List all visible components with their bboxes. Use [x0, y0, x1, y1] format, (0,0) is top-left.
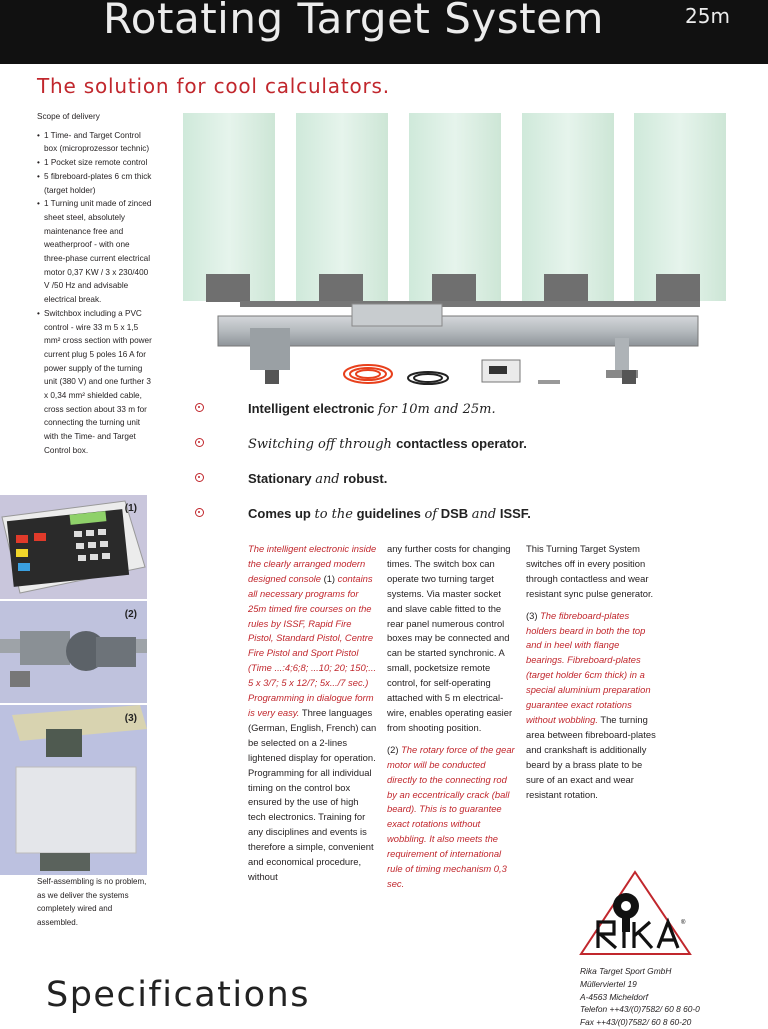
plate-holders	[206, 274, 700, 302]
scope-item: • 1 Turning unit made of zinced sheet steel, absolutely maintenance free and weatherproof - with one three-phase current electrical motor 0,37 KW / 3 x 230/400 V /50 Hz and advisable electrical break.	[37, 197, 152, 307]
scope-heading: Scope of delivery	[37, 112, 100, 121]
photo-label: (2)	[124, 609, 137, 620]
side-photos	[0, 495, 147, 875]
target-bullet-icon	[195, 403, 204, 412]
red-cable	[344, 365, 392, 383]
address-line: Telefon ++43/(0)7582/ 60 8 60-0	[580, 1004, 700, 1015]
scope-item: • 1 Time- and Target Control box (microprozessor technic)	[37, 129, 152, 156]
gear-motor-photo	[0, 601, 147, 703]
subtitle: The solution for cool calculators.	[37, 74, 390, 98]
page-title: Rotating Target System	[103, 0, 604, 43]
scope-item: • 1 Pocket size remote control	[37, 156, 152, 170]
address-line: Fax ++43/(0)7582/ 60 8 60-20	[580, 1017, 692, 1028]
scope-item: • Switchbox including a PVC control - wire 33 m 5 x 1,5 mm² cross section with power current plug 5 poles 16 A for power supply of the turning unit (380 V) and one further 3 x 0,34 mm² shielded cable, cross section about 33 m for connecting the turning unit with the Time- and Target Control box.	[37, 307, 152, 458]
header-bar	[0, 0, 768, 64]
specifications-heading: Specifications	[46, 975, 310, 1015]
black-cable	[408, 372, 448, 384]
scope-list	[37, 129, 152, 458]
photo-label: (1)	[124, 503, 137, 514]
fibreboard-plates	[183, 113, 726, 301]
company-address	[580, 965, 700, 1029]
address-line: Müllerviertel 19	[580, 978, 637, 989]
rotating-target-system-photo	[180, 108, 732, 390]
rika-logo	[578, 868, 693, 958]
feature-item: Comes up to the guidelines of DSB and ISSF.	[195, 506, 735, 541]
assembly-caption: Self-assembling is no problem, as we deliver the systems completely wired and assembled.	[37, 877, 147, 927]
feature-item: Stationary and robust.	[195, 471, 735, 506]
address-line: Rika Target Sport GmbH	[580, 966, 672, 976]
target-bullet-icon	[195, 473, 204, 482]
photo-label: (3)	[124, 713, 137, 724]
text-column-2: any further costs for changing times. The switch box can operate two turning target systems. Via master socket and slave cable fitted to the rear panel numerous control boxes may be connected and can be started synchronic. A small, pocketsize remote control, for self-operating attached with 5 m electrical-wire, enables operating easier from shooting position. (2) The rotary force of the gear motor will be conducted directly to the connecting rod by an eccentrically crack (ball beard). This is to guarantee exact rotations without wobbling. It also meets the requirement of international rule of timing mechanism 0,3 sec.	[387, 543, 515, 889]
title-superscript: 25m	[685, 4, 730, 28]
target-bullet-icon	[195, 438, 204, 447]
feature-list	[195, 401, 735, 541]
control-box-photo	[0, 495, 147, 599]
scope-item: • 5 fibreboard-plates 6 cm thick (target holder)	[37, 170, 152, 197]
address-line: A-4563 Micheldorf	[580, 991, 648, 1002]
feature-item: Switching off through contactless operator.	[195, 436, 735, 471]
text-column-3: This Turning Target System switches off in every position through contactless and wear resistant sync pulse generator. (3) The fibreboard-plates holders beard in both the top and in heel with flange bearings. Fibreboard-plates (target holder 6cm thick) in a special aluminium preparation guarantee exact rotations without wobbling. The turning area between fibreboard-plates and crankshaft is additionally beard by a brass plate to be sure of an exact and wear resistant rotation.	[526, 543, 656, 800]
registered-mark: ®	[681, 920, 686, 926]
plate-holder-photo	[0, 705, 147, 875]
target-bullet-icon	[195, 508, 204, 517]
text-column-1: The intelligent electronic inside the clearly arranged modern designed console (1) contains all necessary programs for 25m timed fire courses on the rules by ISSF, Rapid Fire Pistol, Standard Pistol, Centre Fire Pistol and Sport Pistol (Time ...:4;6;8; ...10; 20; 150;... 5 x 3/7; 5 x 12/7; 5x.../7 sec.) Programming in dialogue form is very easy. Three languages (German, English, French) can be selected on a 2-lines lightened display for operation. Programming for all individual timing on the control box ensured by the use of high tech electronics. Training for any disciplines and events is therefore a simple, convenient and economical procedure, without	[248, 543, 377, 882]
scope-of-delivery	[37, 110, 152, 458]
feature-item: Intelligent electronic for 10m and 25m.	[195, 401, 735, 436]
